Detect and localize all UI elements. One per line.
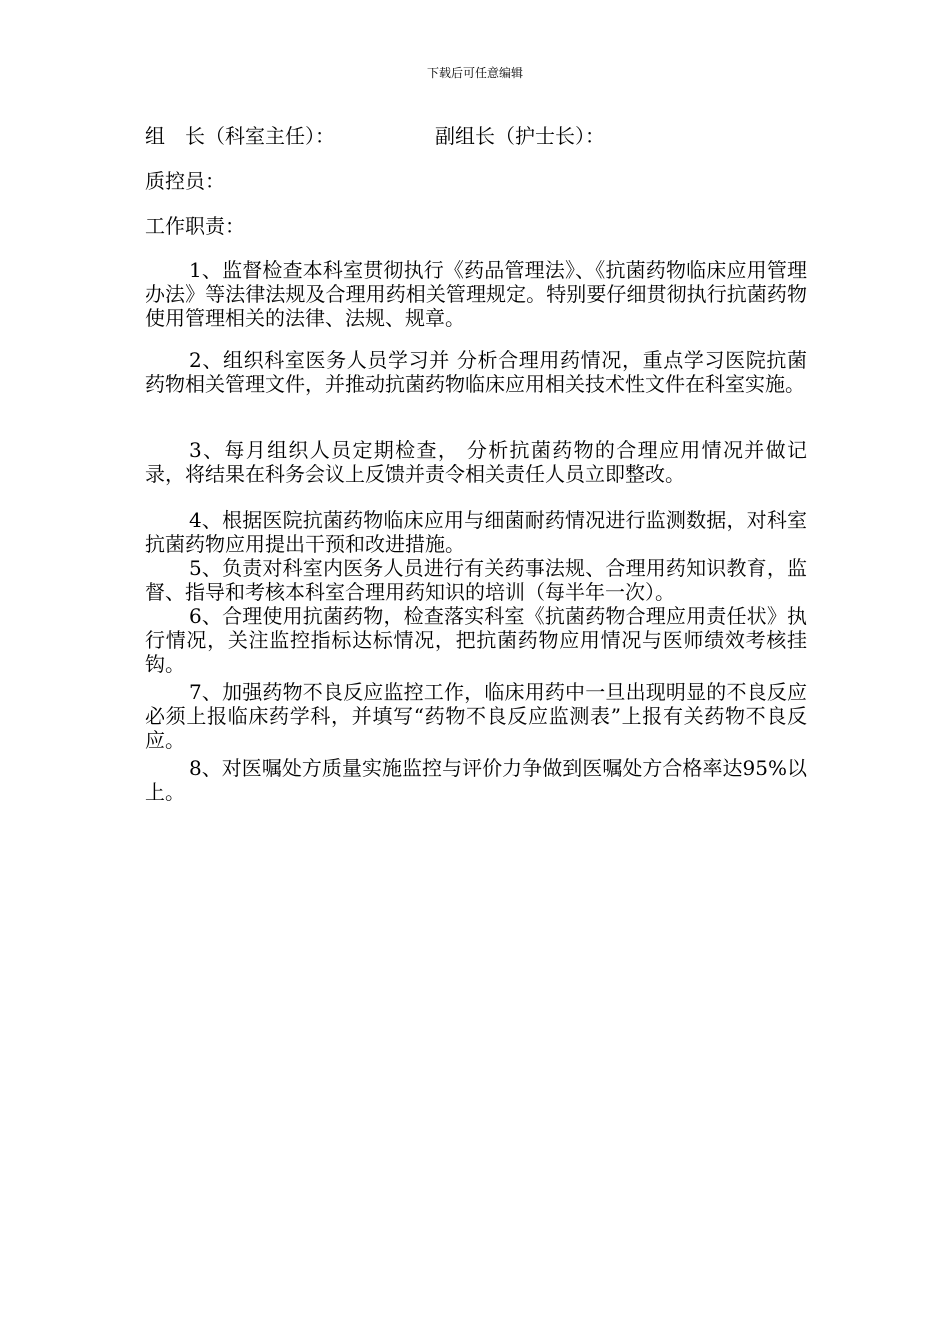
duty-item-5: 5、负责对科室内医务人员进行有关药事法规、合理用药知识教育，监督、指导和考核本科室合理用药知识的培训（每半年一次）。 (145, 556, 807, 604)
duty-item-3: 3、每月组织人员定期检查， 分析抗菌药物的合理应用情况并做记录，将结果在科务会议上反馈并责令相关责任人员立即整改。 (145, 438, 807, 486)
duty-item-4: 4、根据医院抗菌药物临床应用与细菌耐药情况进行监测数据，对科室抗菌药物应用提出干预和改进措施。 (145, 508, 807, 556)
duty-item-7: 7、加强药物不良反应监控工作，临床用药中一旦出现明显的不良反应必须上报临床药学科，并填写“药物不良反应监测表”上报有关药物不良反应。 (145, 680, 807, 752)
duty-item-1: 1、监督检查本科室贯彻执行《药品管理法》、《抗菌药物临床应用管理办法》等法律法规及合理用药相关管理规定。特别要仔细贯彻执行抗菌药物使用管理相关的法律、法规、规章。 (145, 258, 807, 330)
duties-title: 工作职责： (145, 214, 245, 238)
leader-label: 组 长（科室主任）： (145, 124, 335, 148)
duty-item-8: 8、对医嘱处方质量实施监控与评价力争做到医嘱处方合格率达95%以上。 (145, 756, 807, 804)
duty-item-6: 6、合理使用抗菌药物，检查落实科室《抗菌药物合理应用责任状》执行情况，关注监控指标达标情况，把抗菌药物应用情况与医师绩效考核挂钩。 (145, 604, 807, 676)
deputy-leader-label: 副组长（护士长）： (435, 124, 605, 148)
page-header-note: 下载后可任意编辑 (426, 66, 523, 80)
duty-item-2: 2、组织科室医务人员学习并 分析合理用药情况，重点学习医院抗菌药物相关管理文件，并推动抗菌药物临床应用相关技术性文件在科室实施。 (145, 348, 807, 396)
quality-controller-label: 质控员： (145, 169, 225, 193)
